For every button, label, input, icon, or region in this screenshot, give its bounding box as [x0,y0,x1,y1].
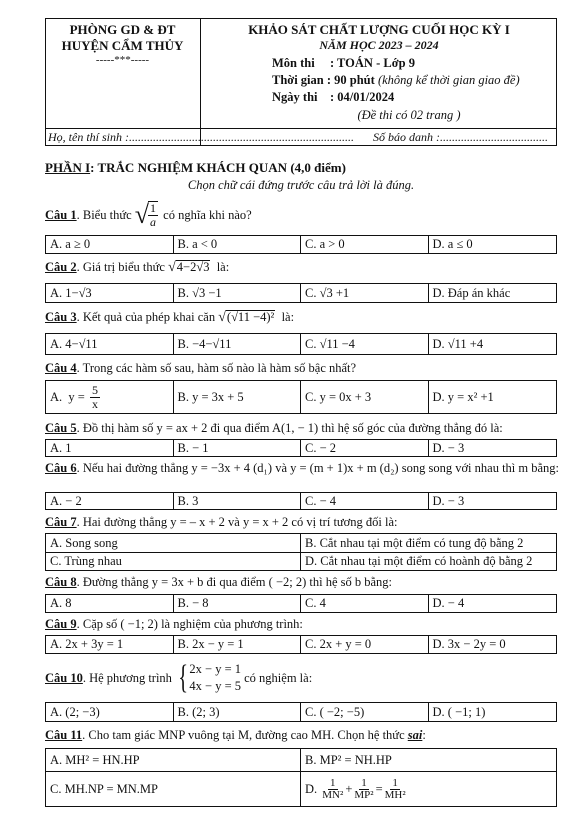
question-text: . Đường thẳng y = 3x + b đi qua điểm ( −2; 2) thì hệ số b bằng: [76,575,393,589]
school-year: NĂM HỌC 2023 – 2024 [319,38,439,52]
part-title-rest: : TRẮC NGHIỆM KHÁCH QUAN (4,0 điểm) [90,160,346,175]
answer-b[interactable]: B. Cắt nhau tại một điểm có tung độ bằng 2 [305,535,524,550]
answer-c[interactable]: C. 2x + y = 0 [301,636,429,653]
question-text-after: có nghiệm là: [241,670,313,685]
question-text-after: là: [275,310,295,324]
fraction-denominator: x [91,396,98,411]
answer-d[interactable]: D. − 3 [432,440,465,455]
question-text: . Biểu thức [76,207,135,222]
plus-sign: + [345,781,353,796]
answer-a[interactable]: A. − 2 [46,493,174,509]
answer-c[interactable]: C. y = 0x + 3 [301,381,429,413]
answer-row [45,492,557,510]
equation-2: 4x − y = 5 [189,679,241,693]
question-text: . Giá trị biểu thức [76,260,169,274]
radicand: 4−2√3 [176,260,210,274]
exam-title: KHẢO SÁT CHẤT LƯỢNG CUỐI HỌC KỲ I [248,22,510,37]
answer-b[interactable]: B. (2; 3) [174,703,302,721]
answer-d[interactable]: D. − 3 [432,493,465,508]
answer-row [45,702,557,722]
question-label: Câu 8 [45,575,77,589]
answer-d[interactable]: D. a ≤ 0 [432,237,473,251]
answer-a[interactable]: A. 2x + 3y = 1 [46,636,174,653]
pages-note: (Đề thi có 02 trang ) [357,108,461,122]
department-name: PHÒNG GD & ĐT [69,22,176,37]
date-value: : 04/01/2024 [330,90,395,104]
fraction-denominator: MP² [354,788,374,801]
answer-a[interactable]: A. 1−√3 [46,284,174,302]
fraction-numerator: 1 [361,776,367,789]
fraction-numerator: 1 [330,776,336,789]
question-label: Câu 2 [45,260,77,274]
answer-a[interactable]: A. a ≥ 0 [46,236,174,253]
question-10 [45,660,565,696]
answer-c[interactable]: C. √11 −4 [301,334,429,354]
question-label: Câu 1 [45,207,77,222]
question-3: Câu 3. Kết quả của phép khai căn √(√11 −4)² là: [45,310,295,325]
answer-row [45,283,557,303]
question-9 [45,617,565,632]
answer-b[interactable]: B. − 1 [174,440,302,456]
question-label: Câu 7 [45,515,77,529]
answer-a-label: A. y = [50,389,88,404]
time-label: Thời gian : [272,73,332,87]
answer-a[interactable]: A. Song song [46,534,301,552]
answer-b[interactable]: B. −4−√11 [174,334,302,354]
answer-c[interactable]: C. − 4 [301,493,429,509]
fraction-numerator: 1 [150,201,157,215]
answer-row [45,533,557,552]
question-8 [45,575,565,590]
answer-a[interactable]: A. 1 [46,440,174,456]
answer-c[interactable]: C. 4 [301,595,429,612]
answer-row [45,439,557,457]
question-label: Câu 5 [45,421,77,435]
question-4 [45,361,565,376]
sqrt-expression: √ $\frac{1}{a}$ [134,200,157,229]
question-text-after: : [422,728,426,742]
equals-sign: = [375,781,383,796]
question-text: . Hai đường thẳng y = – x + 2 và y = x + 2 có vị trí tương đối là: [76,515,398,529]
answer-d[interactable]: D. 3x − 2y = 0 [432,637,506,651]
part-label: PHẦN I [45,160,91,175]
answer-row [45,333,557,355]
subject-label: Môn thi [272,56,315,70]
answer-b[interactable]: B. y = 3x + 5 [174,381,302,413]
question-text-after: là: [210,260,230,274]
fraction-3 [385,778,406,801]
time-note: (không kể thời gian giao đề) [377,73,520,87]
answer-c[interactable]: C. MH.NP = MN.MP [46,772,301,806]
answer-a[interactable] [46,381,174,413]
radicand: (√11 −4)² [226,310,275,324]
question-6 [45,461,560,476]
answer-row [45,594,557,613]
question-label: Câu 4 [45,361,77,375]
student-id-line: Số báo danh :.................................... [373,130,548,144]
answer-b[interactable]: B. − 8 [174,595,302,612]
question-label: Câu 3 [45,310,77,324]
question-2: Câu 2. Giá trị biểu thức √4−2√3 là: [45,260,230,275]
answer-b[interactable]: B. 2x − y = 1 [174,636,302,653]
answer-a[interactable]: A. (2; −3) [46,703,174,721]
part-title [45,160,346,176]
part-instruction: Chọn chữ cái đứng trước câu trả lời là đúng. [187,178,415,192]
fraction-5-over-x [90,384,100,411]
question-label: Câu 9 [45,617,77,631]
question-text: . Hệ phương trình [82,670,176,685]
answer-row [45,552,557,571]
date-label: Ngày thi [272,90,318,104]
question-label: Câu 6 [45,461,77,475]
fraction-denominator: a [150,215,157,229]
brace-icon: { [178,659,189,696]
student-name-line: Họ, tên thí sinh :........................................................................... [48,130,354,144]
answer-d[interactable]: D. Đáp án khác [432,285,511,300]
time-value: 90 phút [334,73,375,87]
question-11 [45,728,565,743]
answer-row [45,235,557,254]
answer-d[interactable]: D. Cắt nhau tại một điểm có hoành độ bằng 2 [305,554,533,568]
answer-row [45,635,557,654]
answer-c[interactable]: C. − 2 [301,440,429,456]
equation-1: 2x − y = 1 [189,662,241,676]
header-bottom-line [45,128,557,129]
answer-a[interactable]: A. 4−√11 [46,334,174,354]
question-label: Câu 10 [45,670,83,685]
question-label: Câu 11 [45,728,83,742]
emphasis-word: sai [407,728,423,742]
answer-d-label: D. [305,781,321,796]
header-ornament: -----***----- [95,54,150,66]
answer-b[interactable]: B. MP² = NH.HP [305,752,392,767]
district-name: HUYỆN CẨM THỦY [61,38,184,53]
question-5 [45,421,565,436]
answer-c[interactable]: C. ( −2; −5) [301,703,429,721]
answer-row [45,380,557,414]
answer-c[interactable]: C. a > 0 [301,236,429,253]
answer-c[interactable]: C. √3 +1 [301,284,429,302]
answer-d[interactable]: D. y = x² +1 [432,389,494,404]
answer-a[interactable]: A. 8 [46,595,174,612]
answer-d[interactable]: D. − 4 [432,596,465,610]
answer-d[interactable]: D. ( −1; 1) [432,704,486,719]
answer-row [45,748,557,771]
answer-b[interactable]: B. 3 [174,493,302,509]
question-text: . Kết quả của phép khai căn [76,310,219,324]
answer-b[interactable]: B. √3 −1 [174,284,302,302]
fraction-denominator: MH² [384,788,406,801]
fraction-2 [354,778,373,801]
fraction-1 [322,778,343,801]
question-text: . Đồ thị hàm số y = ax + 2 đi qua điểm A(1, − 1) thì hệ số góc của đường thẳng đó là: [76,421,503,435]
question-7 [45,515,565,530]
fraction-denominator: MN² [322,788,344,801]
fraction-numerator: 1 [392,776,398,789]
answer-d[interactable] [301,772,556,806]
answer-c[interactable]: C. Trùng nhau [46,553,301,570]
answer-b[interactable]: B. a < 0 [174,236,302,253]
question-1 [45,197,565,233]
question-text: . Cho tam giác MNP vuông tại M, đường cao MH. Chọn hệ thức [82,728,408,742]
answer-a[interactable]: A. MH² = HN.HP [46,749,301,771]
equation-system [175,661,241,695]
answer-d[interactable]: D. √11 +4 [432,336,484,351]
question-text: . Cặp số ( −1; 2) là nghiệm của phương trình: [76,617,303,631]
answer-row [45,771,557,807]
fraction-numerator: 5 [91,382,98,397]
subject-value: : TOÁN - Lớp 9 [330,56,415,70]
question-text-after: có nghĩa khi nào? [160,207,252,222]
time-line [272,73,520,88]
question-text: . Nếu hai đường thẳng y = −3x + 4 (d₁) và y = (m + 1)x + m (d₂) song song với nhau thì m bằng: [76,461,560,475]
question-text: . Trong các hàm số sau, hàm số nào là hàm số bậc nhất? [76,361,357,375]
